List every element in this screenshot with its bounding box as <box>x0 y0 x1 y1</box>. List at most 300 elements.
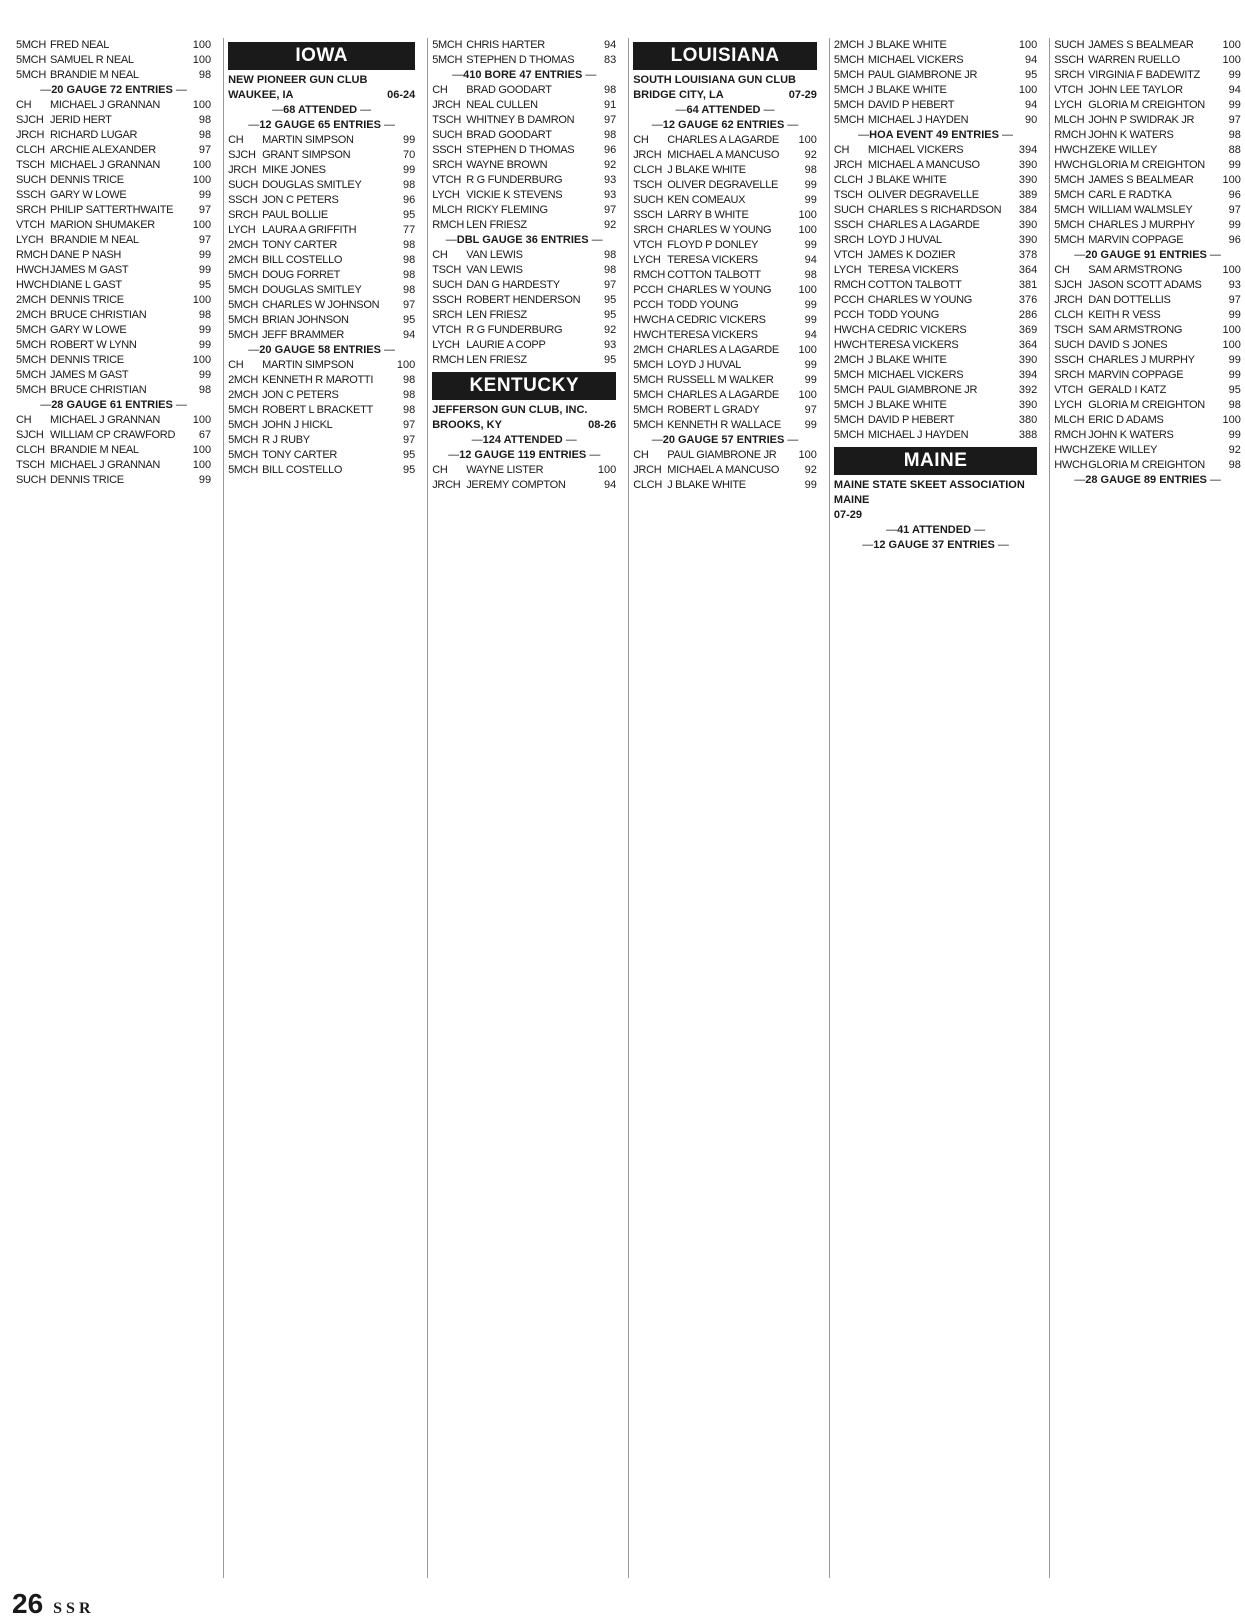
score: 99 <box>804 239 817 251</box>
result-row <box>1054 233 1241 248</box>
event-header: — 20 GAUGE 72 ENTRIES — <box>16 83 211 98</box>
result-row <box>834 38 1037 53</box>
score: 95 <box>1025 69 1038 81</box>
score: 97 <box>198 144 212 156</box>
class-code: SSCH <box>16 189 46 201</box>
score: 93 <box>603 189 617 201</box>
class-code: JRCH <box>16 129 45 141</box>
magazine-name: SSR <box>53 1600 95 1617</box>
shooter-name: TODD YOUNG <box>867 309 940 321</box>
score: 384 <box>1018 204 1038 216</box>
score: 94 <box>1025 99 1038 111</box>
result-row <box>1054 218 1241 233</box>
result-row <box>834 248 1037 263</box>
class-code: 5MCH <box>833 54 864 66</box>
shooter-name: MICHAEL VICKERS <box>867 144 964 156</box>
result-row <box>834 158 1037 173</box>
shooter-name: ZEKE WILLEY <box>1088 144 1158 156</box>
shoot-date: 07-29 <box>833 509 863 521</box>
result-row <box>16 413 211 428</box>
score: 98 <box>198 309 212 321</box>
class-code: CH <box>16 99 32 111</box>
score: 100 <box>192 39 212 51</box>
class-code: SUCH <box>1054 339 1085 351</box>
class-code: SRCH <box>633 224 664 236</box>
shooter-name: PHILIP SATTERTHWAITE <box>50 204 174 216</box>
class-code: 5MCH <box>16 354 46 366</box>
shooter-name: SAM ARMSTRONG <box>1088 324 1183 336</box>
result-row <box>228 403 415 418</box>
result-row <box>16 98 211 113</box>
result-row <box>228 208 415 223</box>
score: 98 <box>198 69 212 81</box>
result-row <box>1054 398 1241 413</box>
class-code: RMCH <box>633 269 666 281</box>
class-code: SRCH <box>432 309 463 321</box>
shooter-name: GARY W LOWE <box>50 189 127 201</box>
score: 99 <box>804 419 817 431</box>
class-code: RMCH <box>432 219 465 231</box>
class-code: 5MCH <box>633 359 664 371</box>
score: 369 <box>1018 324 1038 336</box>
shooter-name: BRUCE CHRISTIAN <box>50 309 147 321</box>
shooter-name: COTTON TALBOTT <box>667 269 761 281</box>
class-code: 5MCH <box>833 384 864 396</box>
score: 100 <box>192 294 212 306</box>
result-row <box>1054 353 1241 368</box>
shooter-name: JEREMY COMPTON <box>466 479 566 491</box>
shooter-name: KEITH R VESS <box>1088 309 1161 321</box>
class-code: SSCH <box>633 209 663 221</box>
class-code: 5MCH <box>16 54 46 66</box>
shooter-name: MARTIN SIMPSON <box>262 134 354 146</box>
result-row <box>633 418 817 433</box>
shooter-name: R J RUBY <box>262 434 310 446</box>
shooter-name: KENNETH R MAROTTI <box>262 374 374 386</box>
score: 99 <box>1228 429 1241 441</box>
result-row <box>432 323 616 338</box>
class-code: SUCH <box>432 279 463 291</box>
shooter-name: DIANE L GAST <box>50 279 122 291</box>
class-code: 5MCH <box>432 54 463 66</box>
score: 390 <box>1018 354 1038 366</box>
score: 381 <box>1018 279 1038 291</box>
class-code: 5MCH <box>1054 234 1085 246</box>
class-code: VTCH <box>633 239 662 251</box>
attendance-count: — 64 ATTENDED — <box>633 103 817 118</box>
score: 99 <box>402 134 416 146</box>
score: 94 <box>1228 84 1241 96</box>
score: 70 <box>402 149 416 161</box>
score: 99 <box>1228 369 1241 381</box>
shooter-name: KEN COMEAUX <box>667 194 746 206</box>
shooter-name: GLORIA M CREIGHTON <box>1088 159 1205 171</box>
class-code: CLCH <box>633 479 662 491</box>
shooter-name: MICHAEL VICKERS <box>867 369 964 381</box>
shooter-name: CHARLES A LAGARDE <box>667 389 779 401</box>
shooter-name: ROBERT L GRADY <box>667 404 760 416</box>
shooter-name: BILL COSTELLO <box>262 464 343 476</box>
score: 286 <box>1018 309 1038 321</box>
class-code: SSCH <box>432 144 462 156</box>
result-row <box>16 293 211 308</box>
score: 100 <box>192 159 212 171</box>
result-row <box>1054 143 1241 158</box>
score: 77 <box>402 224 416 236</box>
score: 98 <box>603 84 617 96</box>
class-code: VTCH <box>1054 384 1084 396</box>
event-header: — 20 GAUGE 57 ENTRIES — <box>633 433 817 448</box>
attendance-count: — 124 ATTENDED — <box>432 433 616 448</box>
result-row <box>16 323 211 338</box>
score: 100 <box>1222 264 1241 276</box>
shooter-name: MICHAEL J GRANNAN <box>50 159 161 171</box>
result-row <box>228 373 415 388</box>
result-row <box>633 448 817 463</box>
shooter-name: VIRGINIA F BADEWITZ <box>1088 69 1200 81</box>
class-code: 5MCH <box>833 414 864 426</box>
result-row <box>228 388 415 403</box>
event-header: — 12 GAUGE 65 ENTRIES — <box>228 118 415 133</box>
result-row <box>834 308 1037 323</box>
result-row <box>834 383 1037 398</box>
result-row <box>1054 278 1241 293</box>
shooter-name: BRANDIE M NEAL <box>50 444 139 456</box>
shooter-name: GERALD I KATZ <box>1088 384 1167 396</box>
class-code: LYCH <box>1054 399 1082 411</box>
score: 96 <box>402 194 416 206</box>
class-code: CH <box>833 144 850 156</box>
shooter-name: LOYD J HUVAL <box>667 359 742 371</box>
score: 98 <box>402 179 416 191</box>
score: 99 <box>1228 99 1241 111</box>
club-location: WAUKEE, IA <box>228 89 294 101</box>
score: 83 <box>603 54 617 66</box>
class-code: CLCH <box>16 144 45 156</box>
score: 99 <box>198 369 212 381</box>
event-header: — DBL GAUGE 36 ENTRIES — <box>432 233 616 248</box>
shooter-name: ARCHIE ALEXANDER <box>50 144 156 156</box>
score: 98 <box>402 269 416 281</box>
shooter-name: FLOYD P DONLEY <box>667 239 759 251</box>
class-code: CH <box>1054 264 1070 276</box>
shooter-name: J BLAKE WHITE <box>867 354 947 366</box>
shooter-name: MARVIN COPPAGE <box>1088 369 1184 381</box>
class-code: JRCH <box>833 159 863 171</box>
result-row <box>228 328 415 343</box>
result-row <box>16 218 211 233</box>
result-row <box>228 448 415 463</box>
state-banner: KENTUCKY <box>432 372 616 400</box>
class-code: 5MCH <box>16 39 46 51</box>
shooter-name: MICHAEL A MANCUSO <box>867 159 980 171</box>
class-code: MLCH <box>432 204 463 216</box>
shooter-name: LEN FRIESZ <box>466 219 527 231</box>
shooter-name: WAYNE BROWN <box>466 159 548 171</box>
score: 100 <box>1222 39 1241 51</box>
result-row <box>432 278 616 293</box>
result-row <box>16 443 211 458</box>
event-header: — 28 GAUGE 89 ENTRIES — <box>1054 473 1241 488</box>
result-row <box>1054 323 1241 338</box>
shooter-name: JOHN J HICKL <box>262 419 333 431</box>
shooter-name: TONY CARTER <box>262 449 338 461</box>
score: 100 <box>192 444 212 456</box>
class-code: JRCH <box>1054 294 1083 306</box>
shooter-name: JOHN K WATERS <box>1088 429 1174 441</box>
class-code: 2MCH <box>228 389 259 401</box>
shooter-name: JOHN K WATERS <box>1088 129 1174 141</box>
result-row <box>228 313 415 328</box>
score: 92 <box>804 464 817 476</box>
score: 97 <box>402 419 416 431</box>
shooter-name: SAMUEL R NEAL <box>50 54 134 66</box>
class-code: TSCH <box>432 114 461 126</box>
score: 364 <box>1018 339 1038 351</box>
result-row <box>228 163 415 178</box>
class-code: SRCH <box>228 209 259 221</box>
club-location: BRIDGE CITY, LA <box>633 89 724 101</box>
class-code: 5MCH <box>833 99 864 111</box>
club-location-line <box>834 493 1037 508</box>
result-row <box>633 178 817 193</box>
shooter-name: TONY CARTER <box>262 239 338 251</box>
score: 99 <box>402 164 416 176</box>
result-row <box>432 38 616 53</box>
shooter-name: DENNIS TRICE <box>50 174 124 186</box>
class-code: HWCH <box>633 314 667 326</box>
score: 93 <box>603 339 617 351</box>
result-row <box>1054 368 1241 383</box>
shooter-name: LAURIE A COPP <box>466 339 546 351</box>
result-row <box>1054 173 1241 188</box>
result-row <box>834 263 1037 278</box>
class-code: RMCH <box>833 279 866 291</box>
score: 92 <box>603 324 617 336</box>
shooter-name: CHARLES A LAGARDE <box>867 219 980 231</box>
shooter-name: CHARLES W YOUNG <box>667 224 772 236</box>
class-code: SJCH <box>1054 279 1082 291</box>
shooter-name: MICHAEL J GRANNAN <box>50 99 161 111</box>
result-row <box>633 463 817 478</box>
score: 100 <box>798 209 817 221</box>
class-code: CH <box>16 414 32 426</box>
class-code: CH <box>228 134 244 146</box>
score: 95 <box>402 314 416 326</box>
class-code: SRCH <box>432 159 463 171</box>
score: 100 <box>798 449 817 461</box>
class-code: 2MCH <box>16 294 46 306</box>
result-row <box>432 353 616 368</box>
result-row <box>1054 383 1241 398</box>
shooter-name: JAMES M GAST <box>50 264 129 276</box>
class-code: JRCH <box>633 464 662 476</box>
result-row <box>228 133 415 148</box>
result-row <box>228 148 415 163</box>
class-code: 5MCH <box>16 369 46 381</box>
shooter-name: OLIVER DEGRAVELLE <box>667 179 779 191</box>
shooter-name: GLORIA M CREIGHTON <box>1088 99 1205 111</box>
score: 100 <box>1018 84 1038 96</box>
score: 97 <box>198 234 212 246</box>
score: 100 <box>1018 39 1038 51</box>
score: 92 <box>603 159 617 171</box>
shooter-name: MICHAEL A MANCUSO <box>667 149 780 161</box>
score: 99 <box>198 474 212 486</box>
shooter-name: LARRY B WHITE <box>667 209 749 221</box>
class-code: 5MCH <box>833 399 864 411</box>
result-row <box>834 413 1037 428</box>
result-row <box>834 398 1037 413</box>
result-row <box>834 83 1037 98</box>
score: 98 <box>1228 459 1241 471</box>
shooter-name: MICHAEL J GRANNAN <box>50 459 161 471</box>
score: 100 <box>192 99 212 111</box>
score: 94 <box>603 479 617 491</box>
shooter-name: WILLIAM WALMSLEY <box>1088 204 1193 216</box>
results-column <box>12 38 215 1578</box>
score: 99 <box>1228 309 1241 321</box>
result-row <box>228 268 415 283</box>
class-code: 5MCH <box>228 284 259 296</box>
shooter-name: SAM ARMSTRONG <box>1088 264 1183 276</box>
result-row <box>16 383 211 398</box>
result-row <box>834 338 1037 353</box>
class-code: VTCH <box>432 174 461 186</box>
score: 98 <box>402 374 416 386</box>
class-code: 5MCH <box>1054 189 1085 201</box>
class-code: CH <box>432 249 448 261</box>
score: 99 <box>804 299 817 311</box>
shooter-name: VAN LEWIS <box>466 264 523 276</box>
shooter-name: VAN LEWIS <box>466 249 523 261</box>
shooter-name: MICHAEL VICKERS <box>867 54 964 66</box>
result-row <box>1054 308 1241 323</box>
score: 376 <box>1018 294 1038 306</box>
score: 99 <box>804 374 817 386</box>
result-row <box>633 343 817 358</box>
result-row <box>1054 458 1241 473</box>
shooter-name: WHITNEY B DAMRON <box>466 114 575 126</box>
result-row <box>633 163 817 178</box>
score: 100 <box>798 134 817 146</box>
class-code: PCCH <box>833 309 864 321</box>
result-row <box>1054 188 1241 203</box>
score: 99 <box>198 249 212 261</box>
shooter-name: JON C PETERS <box>262 194 339 206</box>
score: 97 <box>603 279 617 291</box>
class-code: 2MCH <box>833 39 864 51</box>
shooter-name: TERESA VICKERS <box>867 264 959 276</box>
result-row <box>228 358 415 373</box>
shooter-name: JOHN P SWIDRAK JR <box>1088 114 1195 126</box>
class-code: 5MCH <box>228 449 259 461</box>
shooter-name: WAYNE LISTER <box>466 464 544 476</box>
result-row <box>432 173 616 188</box>
result-row <box>16 143 211 158</box>
class-code: LYCH <box>16 234 44 246</box>
shooter-name: J BLAKE WHITE <box>867 84 947 96</box>
result-row <box>633 148 817 163</box>
shooter-name: R G FUNDERBURG <box>466 174 563 186</box>
class-code: VTCH <box>1054 84 1084 96</box>
class-code: 5MCH <box>228 464 259 476</box>
result-row <box>1054 53 1241 68</box>
result-row <box>228 418 415 433</box>
class-code: LYCH <box>833 264 862 276</box>
result-row <box>633 373 817 388</box>
score: 67 <box>198 429 212 441</box>
result-row <box>1054 338 1241 353</box>
result-row <box>1054 68 1241 83</box>
score: 98 <box>804 164 817 176</box>
class-code: 5MCH <box>228 314 259 326</box>
class-code: 5MCH <box>633 374 664 386</box>
shooter-name: CHARLES W JOHNSON <box>262 299 380 311</box>
class-code: 5MCH <box>228 269 259 281</box>
class-code: SUCH <box>633 194 664 206</box>
result-row <box>228 238 415 253</box>
result-row <box>16 278 211 293</box>
class-code: SUCH <box>228 179 259 191</box>
shooter-name: VICKIE K STEVENS <box>466 189 563 201</box>
result-row <box>1054 413 1241 428</box>
shooter-name: STEPHEN D THOMAS <box>466 54 575 66</box>
shooter-name: DOUGLAS SMITLEY <box>262 179 362 191</box>
result-row <box>1054 83 1241 98</box>
shooter-name: CHARLES A LAGARDE <box>667 134 779 146</box>
result-row <box>16 263 211 278</box>
score: 364 <box>1018 264 1038 276</box>
result-row <box>16 53 211 68</box>
shooter-name: COTTON TALBOTT <box>867 279 962 291</box>
shooter-name: MICHAEL J GRANNAN <box>50 414 161 426</box>
result-row <box>228 463 415 478</box>
result-row <box>633 358 817 373</box>
result-row <box>633 328 817 343</box>
class-code: SRCH <box>1054 369 1085 381</box>
event-header: — 12 GAUGE 62 ENTRIES — <box>633 118 817 133</box>
shooter-name: TODD YOUNG <box>667 299 739 311</box>
score: 100 <box>798 344 817 356</box>
result-row <box>432 248 616 263</box>
score: 99 <box>198 324 212 336</box>
score: 99 <box>198 264 212 276</box>
class-code: HWCH <box>1054 144 1088 156</box>
score: 97 <box>402 299 416 311</box>
class-code: 5MCH <box>833 114 864 126</box>
class-code: 5MCH <box>833 429 864 441</box>
result-row <box>633 223 817 238</box>
class-code: HWCH <box>1054 459 1088 471</box>
result-row <box>16 158 211 173</box>
result-row <box>432 143 616 158</box>
class-code: SSCH <box>1054 54 1084 66</box>
score: 394 <box>1018 369 1038 381</box>
shooter-name: TERESA VICKERS <box>667 254 758 266</box>
class-code: 5MCH <box>16 69 46 81</box>
shooter-name: ROBERT HENDERSON <box>466 294 581 306</box>
club-location-line <box>228 88 415 103</box>
score: 98 <box>402 254 416 266</box>
result-row <box>16 38 211 53</box>
class-code: 5MCH <box>16 324 46 336</box>
score: 100 <box>1222 324 1241 336</box>
score: 100 <box>1222 414 1241 426</box>
class-code: JRCH <box>432 99 461 111</box>
score: 95 <box>1228 384 1241 396</box>
class-code: CLCH <box>16 444 45 456</box>
